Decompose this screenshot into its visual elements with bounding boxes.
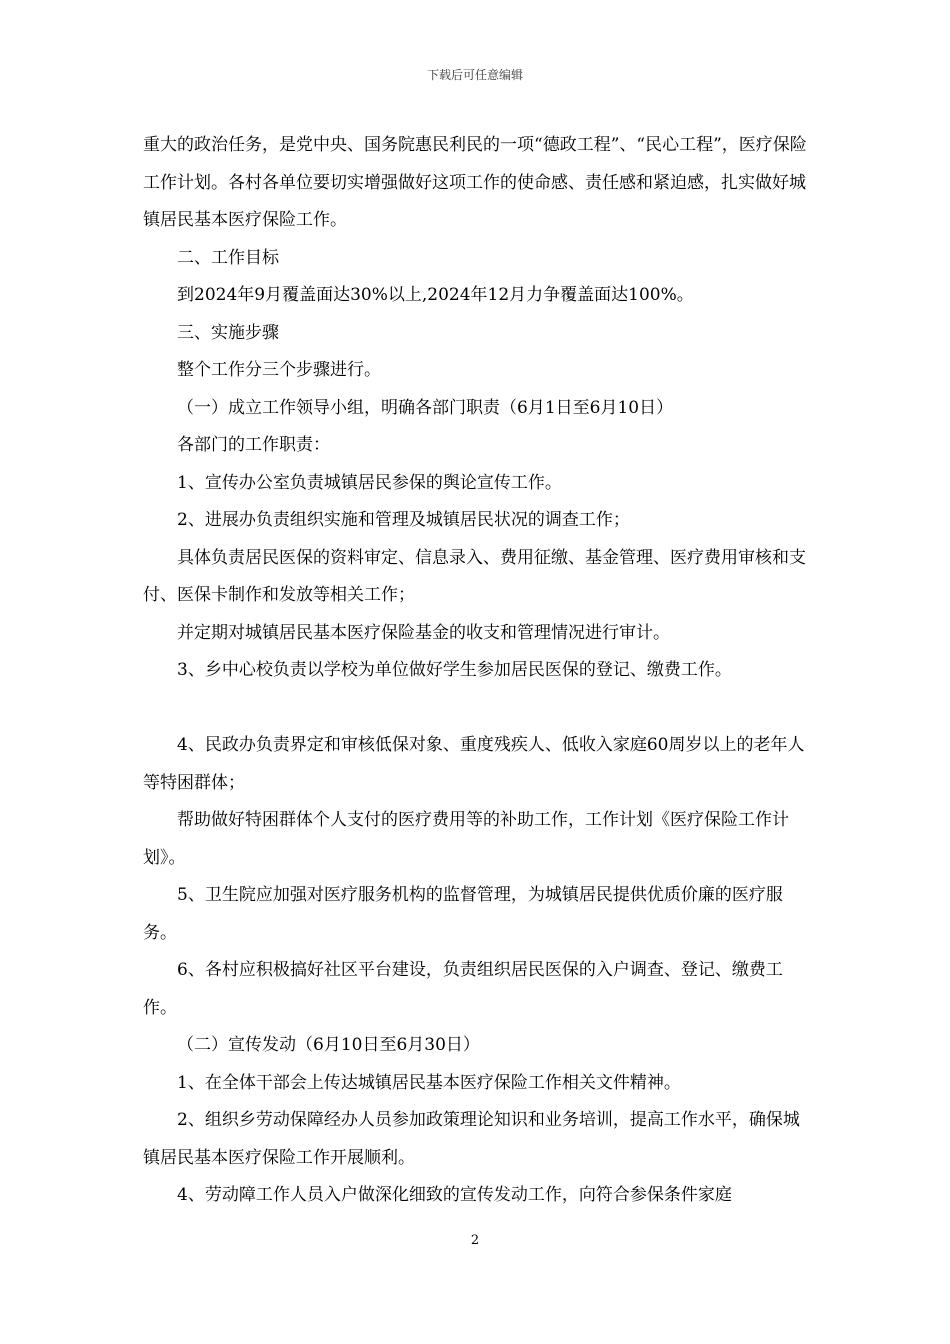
list-item-6: 6、各村应积极搞好社区平台建设，负责组织居民医保的入户调查、登记、缴费工作。: [143, 960, 783, 1018]
paragraph-goals: 到2024年9月覆盖面达30%以上,2024年12月力争覆盖面达100%。: [177, 285, 694, 305]
list-item-1: 1、宣传办公室负责城镇居民参保的舆论宣传工作。: [177, 472, 562, 493]
list-item-4: 4、民政办负责界定和审核低保对象、重度残疾人、低收入家庭60周岁以上的老年人等特困群体；: [143, 735, 805, 793]
publicity-item-4: 4、劳动障工作人员入户做深化细致的宣传发动工作，向符合参保条件家庭: [177, 1185, 732, 1205]
blank-line: [143, 690, 811, 728]
list-item-3: 3、乡中心校负责以学校为单位做好学生参加居民医保的登记、缴费工作。: [177, 660, 732, 680]
page-number: 2: [470, 1233, 480, 1248]
list-item-5: 5、卫生院应加强对医疗服务机构的监督管理，为城镇居民提供优质价廉的医疗服务。: [143, 885, 783, 943]
publicity-item-1: 1、在全体干部会上传达城镇居民基本医疗保险工作相关文件精神。: [177, 1072, 681, 1093]
page-header: 下载后可任意编辑: [426, 68, 523, 82]
subsection-heading-2: （二）宣传发动（6月10日至6月30日）: [177, 1035, 480, 1055]
section-heading-steps: 三、实施步骤: [177, 322, 279, 343]
paragraph-continuation: 重大的政治任务，是党中央、国务院惠民利民的一项“德政工程”、“民心工程”，医疗保险工作计划。各村各单位要切实增强做好这项工作的使命感、责任感和紧迫感，扎实做好城镇居民基本医疗保险工作。: [143, 135, 807, 230]
document-body: [143, 127, 811, 1215]
section-heading-goals: 二、工作目标: [177, 247, 279, 268]
paragraph-duties-intro: 各部门的工作职责：: [177, 435, 330, 455]
paragraph-detail-2: 并定期对城镇居民基本医疗保险基金的收支和管理情况进行审计。: [177, 622, 670, 643]
paragraph-detail-3: 帮助做好特困群体个人支付的医疗费用等的补助工作，工作计划《医疗保险工作计划》。: [143, 810, 789, 868]
publicity-item-2: 2、组织乡劳动保障经办人员参加政策理论知识和业务培训，提高工作水平，确保城镇居民基本医疗保险工作开展顺利。: [143, 1110, 800, 1168]
subsection-heading-1: （一）成立工作领导小组，明确各部门职责（6月1日至6月10日）: [177, 397, 674, 418]
paragraph-steps-intro: 整个工作分三个步骤进行。: [177, 360, 381, 380]
paragraph-detail-1: 具体负责居民医保的资料审定、信息录入、费用征缴、基金管理、医疗费用审核和支付、医保卡制作和发放等相关工作；: [143, 547, 806, 605]
list-item-2: 2、进展办负责组织实施和管理及城镇居民状况的调查工作；: [177, 510, 630, 530]
